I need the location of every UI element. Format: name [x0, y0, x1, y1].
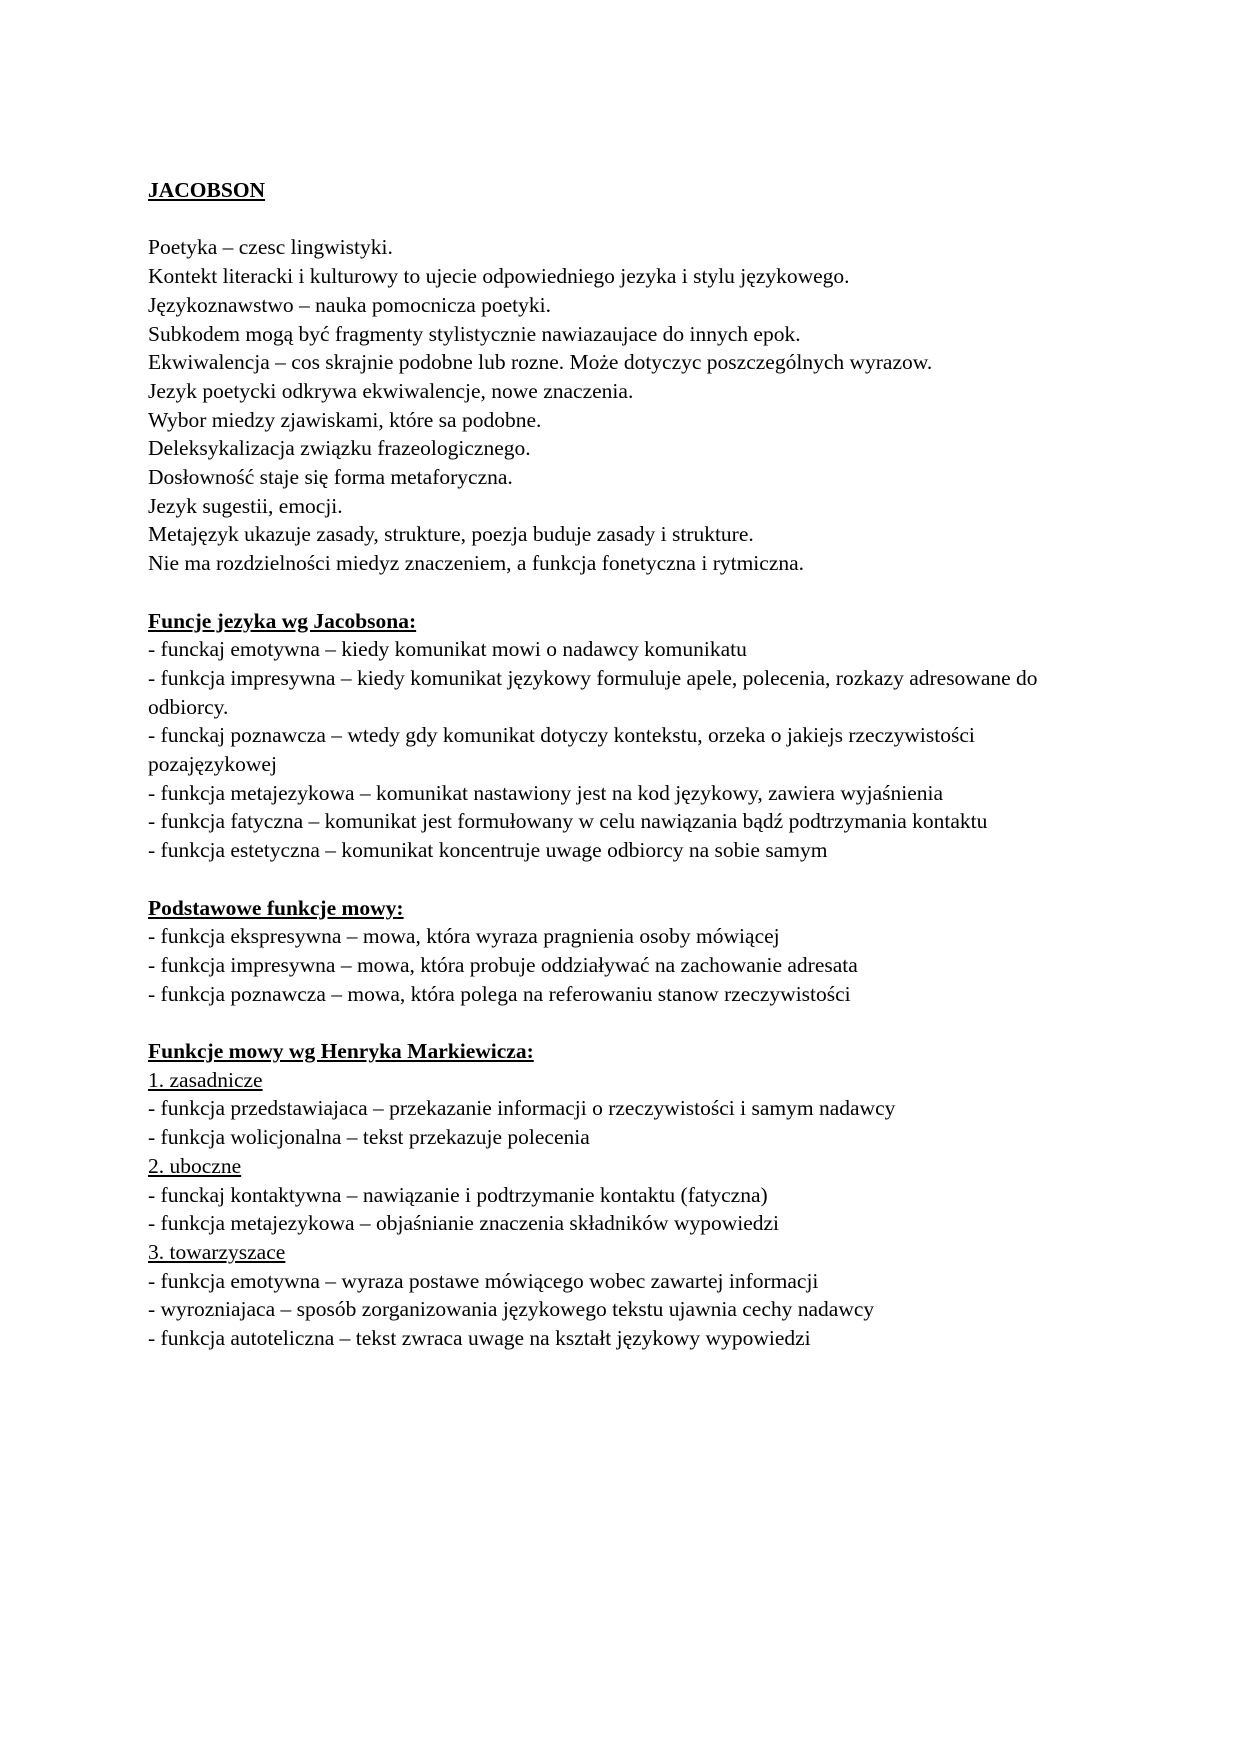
list-item: - funkcja metajezykowa – objaśnianie znaczenia składników wypowiedzi — [148, 1211, 780, 1236]
section-heading: Funcje jezyka wg Jacobsona: — [148, 608, 417, 633]
list-item: - funkcja poznawcza – mowa, która polega na referowaniu stanow rzeczywistości — [148, 981, 851, 1006]
intro-line: Ekwiwalencja – cos skrajnie podobne lub rozne. Może dotyczyc poszczególnych wyrazow. — [148, 350, 933, 375]
section-heading: Funkcje mowy wg Henryka Markiewicza: — [148, 1039, 534, 1064]
intro-line: Subkodem mogą być fragmenty stylistycznie nawiazaujace do innych epok. — [148, 321, 801, 346]
list-item: - funkcja impresywna – mowa, która probuje oddziaływać na zachowanie adresata — [148, 952, 858, 977]
section-markiewicz-functions — [148, 1037, 1088, 1353]
section-heading: Podstawowe funkcje mowy: — [148, 895, 404, 920]
list-item: - funkcja emotywna – wyraza postawe mówiącego wobec zawartej informacji — [148, 1268, 819, 1293]
document-body — [148, 176, 1088, 1353]
list-item: - funkcja wolicjonalna – tekst przekazuje polecenia — [148, 1125, 590, 1150]
list-item: - funkcja impresywna – kiedy komunikat językowy formuluje apele, polecenia, rozkazy adresowane do odbiorcy. — [148, 665, 1038, 719]
list-item: - funkcja autoteliczna – tekst zwraca uwage na kształt językowy wypowiedzi — [148, 1326, 811, 1351]
intro-line: Wybor miedzy zjawiskami, które sa podobne. — [148, 407, 542, 432]
group-label: 2. uboczne — [148, 1153, 242, 1178]
group-label: 1. zasadnicze — [148, 1067, 263, 1092]
list-item: - funkcja fatyczna – komunikat jest formułowany w celu nawiązania bądź podtrzymania kontaktu — [148, 809, 988, 834]
list-item: - wyrozniajaca – sposób zorganizowania językowego tekstu ujawnia cechy nadawcy — [148, 1297, 875, 1322]
intro-line: Kontekt literacki i kulturowy to ujecie odpowiedniego jezyka i stylu językowego. — [148, 264, 850, 289]
list-item: - funkcja przedstawiajaca – przekazanie informacji o rzeczywistości i samym nadawcy — [148, 1096, 896, 1121]
intro-line: Poetyka – czesc lingwistyki. — [148, 235, 393, 260]
intro-line: Dosłowność staje się forma metaforyczna. — [148, 465, 513, 490]
list-item: - funkcja metajezykowa – komunikat nastawiony jest na kod językowy, zawiera wyjaśnienia — [148, 780, 944, 805]
intro-line: Deleksykalizacja związku frazeologicznego. — [148, 436, 531, 461]
document-title: JACOBSON — [148, 178, 266, 202]
section-basic-speech-functions — [148, 894, 1088, 1009]
intro-line: Jezyk sugestii, emocji. — [148, 493, 343, 518]
intro-line: Jezyk poetycki odkrywa ekwiwalencje, nowe znaczenia. — [148, 378, 634, 403]
list-item: - funkcja ekspresywna – mowa, która wyraza pragnienia osoby mówiącej — [148, 924, 780, 949]
list-item: - funckaj poznawcza – wtedy gdy komunikat dotyczy kontekstu, orzeka o jakiejs rzeczywistości pozajęzykowej — [148, 723, 975, 777]
list-item: - funckaj emotywna – kiedy komunikat mowi o nadawcy komunikatu — [148, 637, 747, 662]
group-label: 3. towarzyszace — [148, 1239, 286, 1264]
intro-line: Nie ma rozdzielności miedyz znaczeniem, a funkcja fonetyczna i rytmiczna. — [148, 551, 805, 576]
list-item: - funckaj kontaktywna – nawiązanie i podtrzymanie kontaktu (fatyczna) — [148, 1182, 768, 1207]
list-item: - funkcja estetyczna – komunikat koncentruje uwage odbiorcy na sobie samym — [148, 838, 828, 863]
intro-line: Językoznawstwo – nauka pomocnicza poetyki. — [148, 292, 551, 317]
section-jacobson-functions — [148, 607, 1088, 865]
intro-block — [148, 233, 1088, 577]
intro-line: Metajęzyk ukazuje zasady, strukture, poezja buduje zasady i strukture. — [148, 522, 754, 547]
